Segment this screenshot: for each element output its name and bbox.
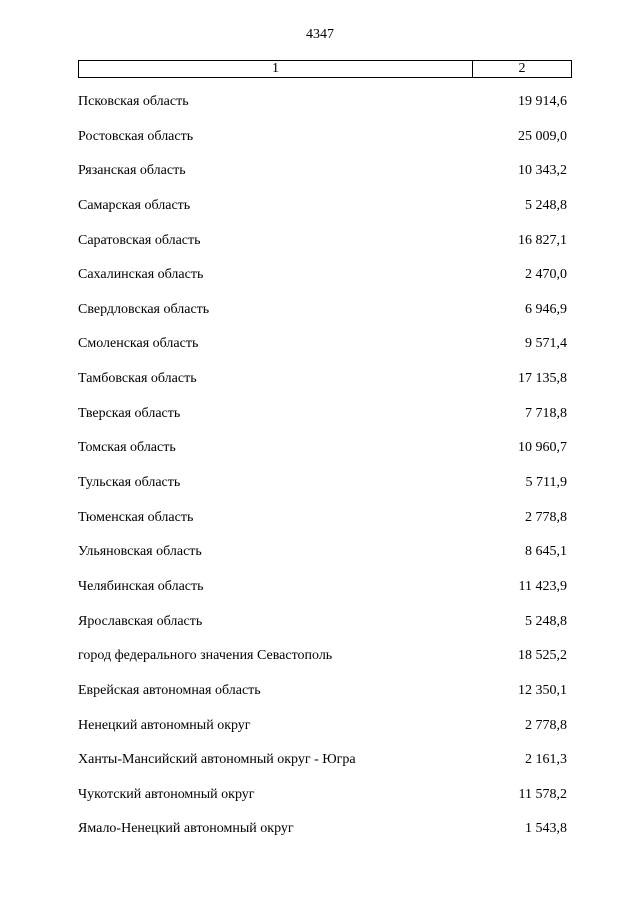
region-name: Сахалинская область [78,267,204,283]
region-value: 2 470,0 [525,267,567,283]
table-row [78,612,572,647]
region-name: Ямало-Ненецкий автономный округ [78,821,294,837]
region-value: 2 778,8 [525,717,567,733]
table-row [78,127,572,162]
region-name: Тульская область [78,475,181,491]
column-header-2: 2 [518,61,526,76]
table-row [78,404,572,439]
region-value: 8 645,1 [525,544,567,560]
region-value: 2 778,8 [525,509,567,525]
table-row [78,369,572,404]
region-name: Самарская область [78,197,191,213]
region-value: 17 135,8 [518,371,567,387]
table-row [78,473,572,508]
table-row [78,438,572,473]
region-value: 16 827,1 [518,232,567,248]
region-name: Томская область [78,440,176,456]
table-row [78,750,572,785]
region-name: Тверская область [78,405,181,421]
table-row [78,819,572,854]
table-row [78,785,572,820]
region-name: Ростовская область [78,128,194,144]
table-row [78,300,572,335]
table-row [78,716,572,751]
page-number: 4347 [306,27,334,42]
region-value: 19 914,6 [518,94,567,109]
column-header-1: 1 [79,61,473,77]
region-value: 11 578,2 [518,786,567,802]
region-value: 5 248,8 [525,613,567,629]
region-value: 6 946,9 [525,301,567,317]
region-value: 25 009,0 [518,128,567,144]
region-name: Ульяновская область [78,544,202,560]
table-body [78,92,572,854]
table-row [78,161,572,196]
table-row [78,508,572,543]
table-row [78,231,572,266]
table-row [78,542,572,577]
region-name: город федерального значения Севастополь [78,648,333,664]
region-value: 5 711,9 [525,475,567,491]
region-name: Свердловская область [78,301,210,317]
region-value: 18 525,2 [518,648,567,664]
region-value: 10 960,7 [518,440,567,456]
region-name: Саратовская область [78,232,201,248]
region-name: Псковская область [78,94,189,109]
table-header [78,60,572,78]
region-value: 7 718,8 [525,405,567,421]
region-value: 2 161,3 [525,752,567,768]
region-name: Тюменская область [78,509,194,525]
region-value: 10 343,2 [518,163,567,179]
region-name: Ярославская область [78,613,203,629]
region-name: Ненецкий автономный округ [78,717,251,733]
table-row [78,265,572,300]
table-row [78,646,572,681]
region-name: Ханты-Мансийский автономный округ - Югра [78,752,356,768]
table-row [78,577,572,612]
region-name: Рязанская область [78,163,186,179]
region-value: 12 350,1 [518,682,567,698]
table-row [78,681,572,716]
table-row [78,334,572,369]
region-value: 11 423,9 [518,578,567,594]
region-name: Смоленская область [78,336,199,352]
region-value: 5 248,8 [525,197,567,213]
region-name: Еврейская автономная область [78,682,261,698]
region-name: Тамбовская область [78,371,197,387]
region-value: 1 543,8 [525,821,567,837]
region-name: Чукотский автономный округ [78,786,255,802]
table-row [78,92,572,127]
region-name: Челябинская область [78,578,204,594]
region-value: 9 571,4 [525,336,567,352]
table-row [78,196,572,231]
